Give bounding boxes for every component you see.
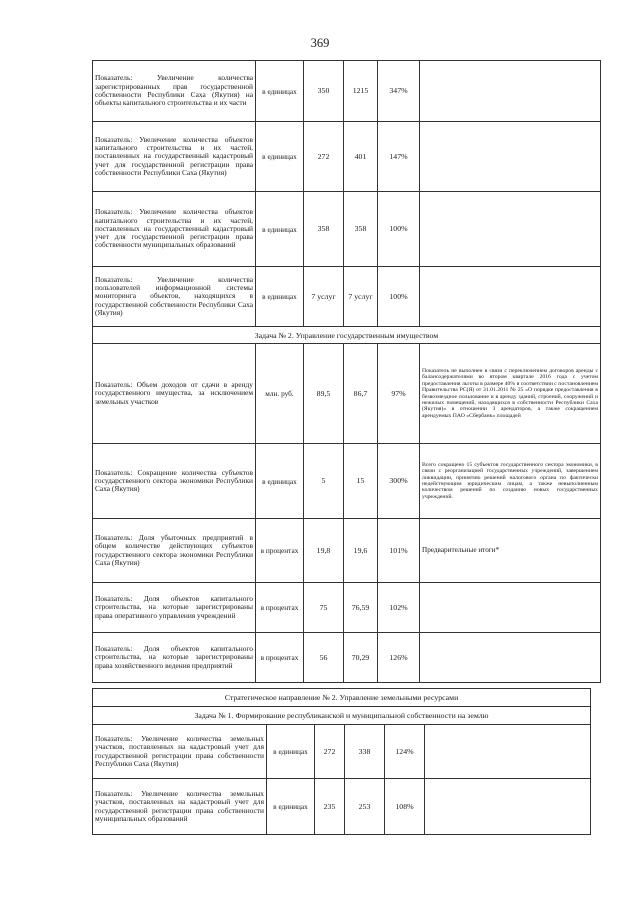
page-number: 369 [310,36,330,50]
unit-cell: в единицах [267,779,315,835]
plan-cell: 235 [315,779,345,835]
percent-cell: 100% [378,192,420,267]
unit-cell: в единицах [256,122,304,192]
percent-cell: 347% [378,61,420,122]
percent-cell: 108% [385,779,425,835]
plan-cell: 5 [304,444,344,519]
fact-cell: 19,6 [344,519,378,583]
percent-cell: 100% [378,267,420,327]
table-row [93,267,601,327]
unit-cell: в единицах [256,192,304,267]
indicator-cell: Показатель: Доля объектов капитального строительства, на которые зарегистрированы права оперативного управления учреждений [93,583,256,633]
direction-heading: Стратегическое направление № 2. Управление земельными ресурсами [93,689,591,707]
table-row [93,327,601,344]
unit-cell: млн. руб. [256,344,304,444]
unit-cell: в единицах [267,725,315,779]
task-heading: Задача № 2. Управление государственным имуществом [93,327,601,344]
plan-cell: 358 [304,192,344,267]
fact-cell: 15 [344,444,378,519]
plan-cell: 350 [304,61,344,122]
indicator-cell: Показатель: Увеличение количества объектов капитального строительства и их частей, поставленных на государственный кадастровый учет для государственной регистрации права собственности муниципальных образований [93,192,256,267]
plan-cell: 75 [304,583,344,633]
note-cell [420,633,601,683]
indicator-cell: Показатель: Увеличение количества земельных участков, поставленных на кадастровый учет для государственной регистрации права собственности Республики Саха (Якутия) [93,725,267,779]
fact-cell: 338 [345,725,385,779]
table-row [93,61,601,122]
table-row [93,344,601,444]
table-row [93,725,591,779]
table-row [93,122,601,192]
plan-cell: 89,5 [304,344,344,444]
table-row [93,633,601,683]
table-row [93,583,601,633]
unit-cell: в единицах [256,444,304,519]
indicator-cell: Показатель: Увеличение количества зарегистрированных прав государственной собственности Республики Саха (Якутия) на объекты капитального строительства и их части [93,61,256,122]
fact-cell: 7 услуг [344,267,378,327]
fact-cell: 358 [344,192,378,267]
unit-cell: в единицах [256,61,304,122]
note-cell [420,583,601,633]
plan-cell: 272 [304,122,344,192]
indicator-cell: Показатель: Увеличение количества объектов капитального строительства и их частей, поставленных на государственный кадастровый учет для государственной регистрации права собственности Республики Саха (Якутия) [93,122,256,192]
fact-cell: 1215 [344,61,378,122]
percent-cell: 147% [378,122,420,192]
note-cell: Предварительные итоги* [420,519,601,583]
note-cell [420,61,601,122]
table-row [93,779,591,835]
unit-cell: в процентах [256,519,304,583]
percent-cell: 97% [378,344,420,444]
fact-cell: 70,29 [344,633,378,683]
fact-cell: 76,59 [344,583,378,633]
table-row [93,707,591,725]
plan-cell: 272 [315,725,345,779]
unit-cell: в единицах [256,267,304,327]
table-row [93,689,591,707]
table-row [93,192,601,267]
percent-cell: 124% [385,725,425,779]
note-cell: Показатель не выполнен в связи с переключением договоров аренды с балансодержателями во втором квартале 2016 года с учетом предоставления льготы в размере 40% в соответствии с постановлением Правительства РС(Я) от 31.01.2011 № 25 «О порядке предоставления в безвозмездное пользование и в аренду зданий, строений, сооружений и нежилых помещений, находящихся в собственности Республики Саха (Якутия)» в отношении 3 арендаторов, а также сокращением арендуемых ПАО «Сбербанк» площадей [420,344,601,444]
note-cell [420,267,601,327]
table-row [93,444,601,519]
fact-cell: 86,7 [344,344,378,444]
indicator-cell: Показатель: Увеличение количества земельных участков, поставленных на кадастровый учет для государственной регистрации права собственности муниципальных образований [93,779,267,835]
note-cell [420,192,601,267]
indicator-cell: Показатель: Доля объектов капитального строительства, на которые зарегистрированы права хозяйственного ведения предприятий [93,633,256,683]
percent-cell: 300% [378,444,420,519]
note-cell: Всего сокращено 15 субъектов государственного сектора экономики, в связи с реорганизацией государственных учреждений, завершением ликвидации, принятию решений налогового органа по фактически недействующим юридическим лицам, а также невыполненным количеством решений по созданию новых государственных учреждений. [420,444,601,519]
indicator-cell: Показатель: Доля убыточных предприятий в общем количестве действующих субъектов государственного сектора экономики Республики Саха (Якутия) [93,519,256,583]
plan-cell: 7 услуг [304,267,344,327]
fact-cell: 253 [345,779,385,835]
unit-cell: в процентах [256,633,304,683]
note-cell [420,122,601,192]
indicator-cell: Показатель: Увеличение количества пользователей информационной системы мониторинга объектов, находящихся в государственной собственности Республики Саха (Якутия) [93,267,256,327]
percent-cell: 101% [378,519,420,583]
indicators-table-top [92,60,601,683]
table-row [93,519,601,583]
indicators-table-bottom [92,688,591,835]
note-cell [425,725,591,779]
plan-cell: 56 [304,633,344,683]
fact-cell: 401 [344,122,378,192]
percent-cell: 126% [378,633,420,683]
indicator-cell: Показатель: Объем доходов от сдачи в аренду государственного имущества, за исключением земельных участков [93,344,256,444]
indicator-cell: Показатель: Сокращение количества субъектов государственного сектора экономики Республики Саха (Якутия) [93,444,256,519]
plan-cell: 19,8 [304,519,344,583]
percent-cell: 102% [378,583,420,633]
task-heading: Задача № 1. Формирование республиканской и муниципальной собственности на землю [93,707,591,725]
note-cell [425,779,591,835]
unit-cell: в процентах [256,583,304,633]
